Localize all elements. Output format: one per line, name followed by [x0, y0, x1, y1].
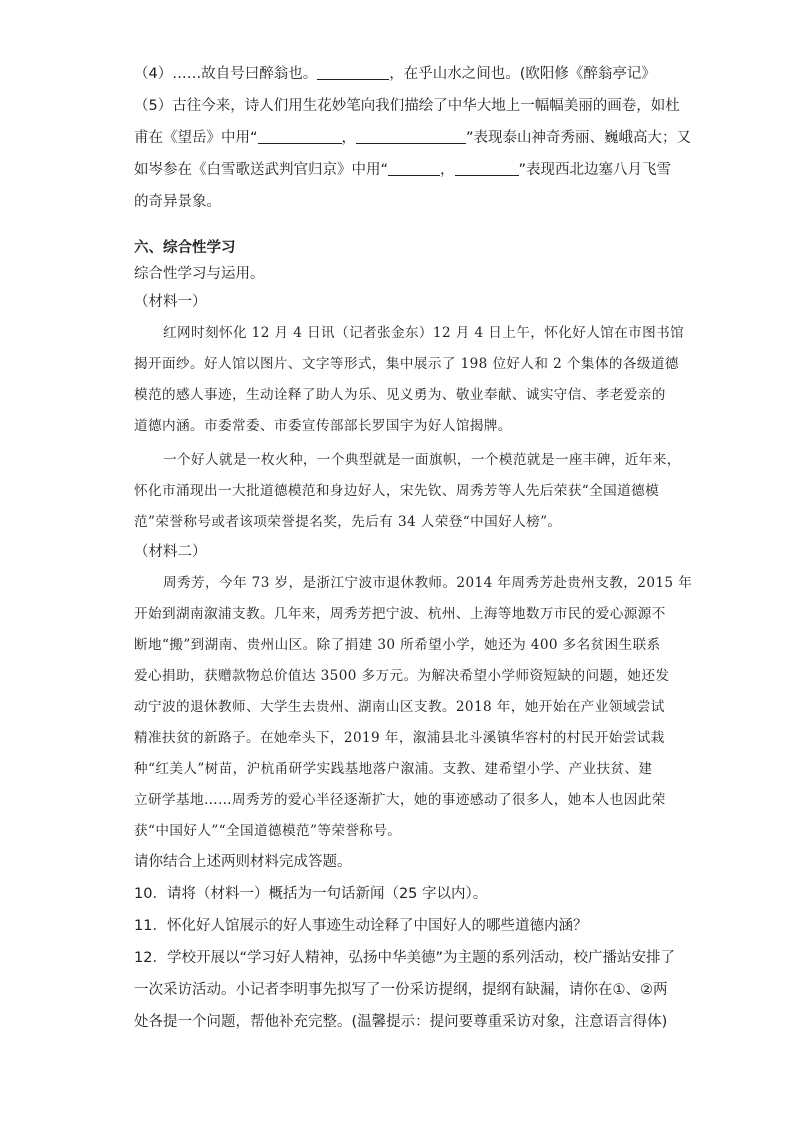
material-1-line: 红网时刻怀化 12 月 4 日讯（记者张金东）12 月 4 日上午，怀化好人馆在市图书馆: [163, 325, 685, 341]
question-5-line-2: 甫在《望岳》中用“ ， ”表现泰山神奇秀丽、巍峨高大；又: [134, 130, 692, 146]
answer-blank[interactable]: [388, 161, 440, 176]
material-2-line: 断地“搬”到湖南、贵州山区。除了捐建 30 所希望小学，她还为 400 多名贫困生联系: [134, 637, 661, 653]
question-5-line-3: 如岑参在《白雪歌送武判官归京》中用“ ， ”表现西北边塞八月飞雪: [134, 162, 672, 178]
question-4: （4）……故自号曰醉翁也。 ，在乎山水之间也。(欧阳修《醉翁亭记》: [134, 66, 656, 82]
question-5-line-4: 的奇异景象。: [134, 194, 221, 210]
answer-blank[interactable]: [455, 161, 519, 176]
material-2-line: 爱心捐助，获赠款物总价值达 3500 多万元。为解决希望小学师资短缺的问题，她还发: [134, 668, 670, 684]
question-12-line: 处各提一个问题，帮他补充完整。(温馨提示：提问要尊重采访对象，注意语言得体): [134, 1014, 668, 1030]
material-1-line: 道德内涵。市委常委、市委宣传部部长罗国宇为好人馆揭牌。: [134, 418, 512, 434]
material-2-line: 动宁波的退休教师、大学生去贵州、湖南山区支教。2018 年，她开始在产业领域尝试: [134, 699, 665, 715]
instruction: 请你结合上述两则材料完成答题。: [134, 854, 352, 870]
section-subtitle: 综合性学习与运用。: [134, 266, 265, 282]
material-2-line: 开始到湖南溆浦支教。几年来，周秀芳把宁波、杭州、上海等地数万市民的爱心源源不: [134, 606, 666, 622]
material-2-line: 立研学基地……周秀芳的爱心半径逐渐扩大，她的事迹感动了很多人，她本人也因此荣: [134, 792, 666, 808]
answer-blank[interactable]: [317, 65, 389, 80]
material-2-label: （材料二）: [134, 544, 207, 560]
material-2-line: 种“红美人”树苗，沪杭甬研学实践基地落户溆浦。支教、建希望小学、产业扶贫、建: [134, 761, 653, 777]
answer-blank[interactable]: [258, 129, 342, 144]
question-12-line: 一次采访活动。小记者李明事先拟写了一份采访提纲，提纲有缺漏，请你在①、②两: [134, 982, 668, 998]
answer-blank[interactable]: [356, 129, 466, 144]
question-12-line: 12．学校开展以“学习好人精神，弘扬中华美德”为主题的系列活动，校广播站安排了: [134, 950, 675, 966]
question-5-line-1: （5）古往今来，诗人们用生花妙笔向我们描绘了中华大地上一幅幅美丽的画卷，如杜: [134, 98, 680, 114]
material-1-label: （材料一）: [134, 294, 207, 310]
material-1-line: 模范的感人事迹，生动诠释了助人为乐、见义勇为、敬业奉献、诚实守信、孝老爱亲的: [134, 387, 666, 403]
material-2-line: 精准扶贫的新路子。在她牵头下，2019 年，溆浦县北斗溪镇华容村的村民开始尝试栽: [134, 730, 665, 746]
material-1-line: 揭开面纱。好人馆以图片、文字等形式，集中展示了 198 位好人和 2 个集体的各级道德: [134, 356, 679, 372]
material-1-line: 一个好人就是一枚火种，一个典型就是一面旗帜，一个模范就是一座丰碑，近年来，: [163, 452, 681, 468]
question-11: 11．怀化好人馆展示的好人事迹生动诠释了中国好人的哪些道德内涵？: [134, 918, 588, 934]
material-2-line: 周秀芳，今年 73 岁，是浙江宁波市退休教师。2014 年周秀芳赴贵州支教，2015 年: [163, 575, 693, 591]
material-1-line: 怀化市涌现出一大批道德模范和身边好人，宋先钦、周秀芳等人先后荣获“全国道德模: [134, 483, 660, 499]
material-2-line: 获“中国好人”“全国道德模范”等荣誉称号。: [134, 823, 402, 839]
question-10: 10．请将（材料一）概括为一句话新闻（25 字以内）。: [134, 886, 488, 902]
material-1-line: 范”荣誉称号或者该项荣誉提名奖，先后有 34 人荣登“中国好人榜”。: [134, 514, 562, 530]
section-title: 六、综合性学习: [134, 240, 236, 256]
